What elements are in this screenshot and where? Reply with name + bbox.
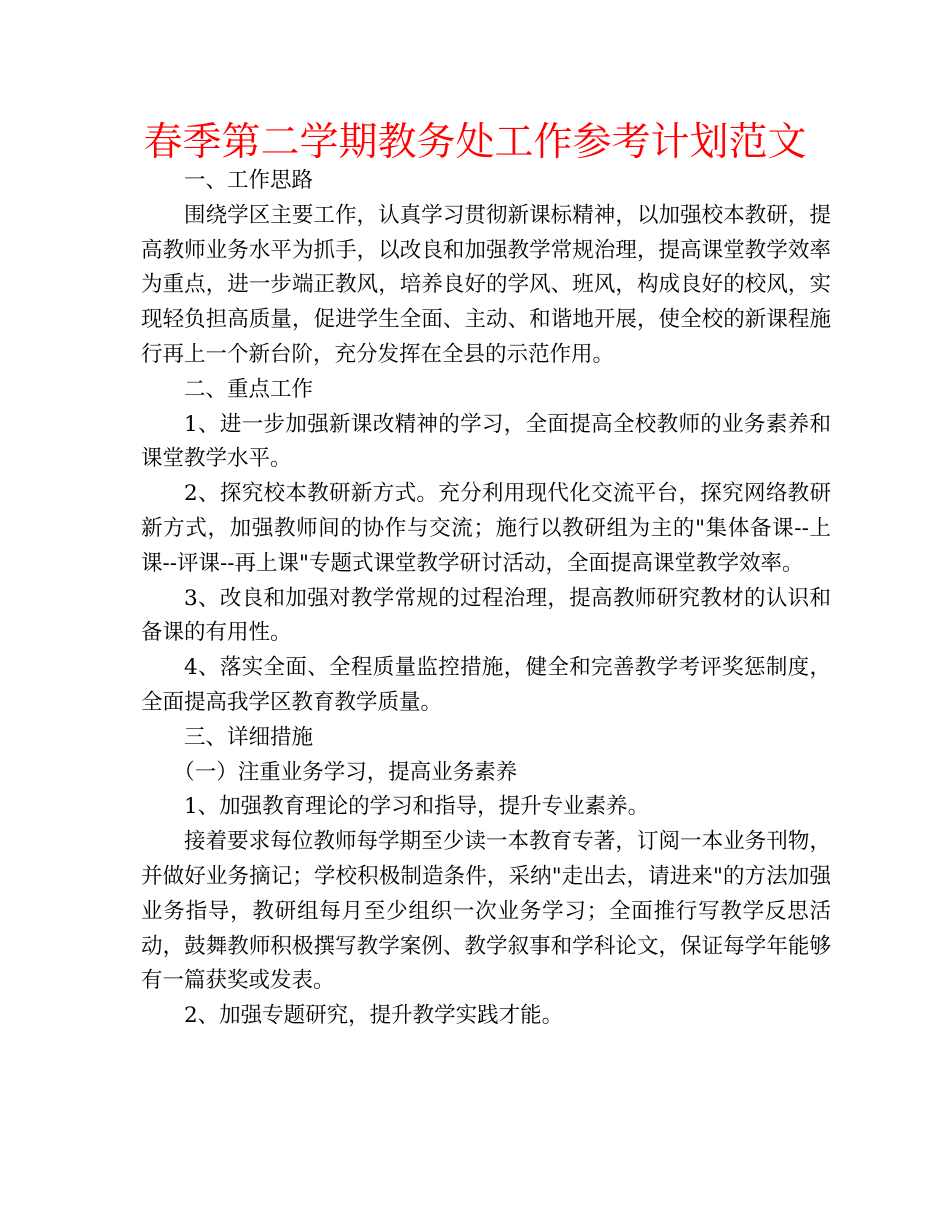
section-heading-work-ideas: 一、工作思路 (184, 168, 314, 193)
paragraph-key-work-3: 3、改良和加强对教学常规的过程治理，提高教师研究教材的认识和备课的有用性。 (141, 585, 831, 646)
paragraph-work-ideas: 围绕学区主要工作，认真学习贯彻新课标精神，以加强校本教研，提高教师业务水平为抓手，以改良和加强教学常规治理，提高课堂教学效率为重点，进一步端正教风，培养良好的学风、班风，构成良好的校风，实现轻负担高质量，促进学生全面、主动、和谐地开展，使全校的新课程施行再上一个新台阶，充分发挥在全县的示范作用。 (141, 202, 831, 367)
paragraph-key-work-2: 2、探究校本教研新方式。充分利用现代化交流平台，探究网络教研新方式，加强教师间的协作与交流；施行以教研组为主的"集体备课--上课--评课--再上课"专题式课堂教学研讨活动，全面提高课堂教学效率。 (141, 481, 831, 576)
paragraph-measure-2: 2、加强专题研究，提升教学实践才能。 (184, 1003, 564, 1029)
subsection-heading-study: （一）注重业务学习，提高业务素养 (173, 759, 518, 785)
document-title: 春季第二学期教务处工作参考计划范文 (143, 120, 807, 165)
section-heading-key-work: 二、重点工作 (184, 376, 314, 402)
paragraph-key-work-4: 4、落实全面、全程质量监控措施，健全和完善教学考评奖惩制度，全面提高我学区教育教学质量。 (141, 655, 831, 715)
document-body (141, 164, 831, 1034)
paragraph-key-work-1: 1、进一步加强新课改精神的学习，全面提高全校教师的业务素养和课堂教学水平。 (141, 411, 831, 472)
paragraph-measure-1: 1、加强教育理论的学习和指导，提升专业素养。 (184, 794, 650, 820)
section-heading-measures: 三、详细措施 (184, 724, 314, 750)
paragraph-measure-1-detail: 接着要求每位教师每学期至少读一本教育专著，订阅一本业务刊物，并做好业务摘记；学校积极制造条件，采纳"走出去，请进来"的方法加强业务指导，教研组每月至少组织一次业务学习；全面推行写教学反思活动，鼓舞教师积极撰写教学案例、教学叙事和学科论文，保证每学年能够有一篇获奖或发表。 (141, 829, 831, 994)
